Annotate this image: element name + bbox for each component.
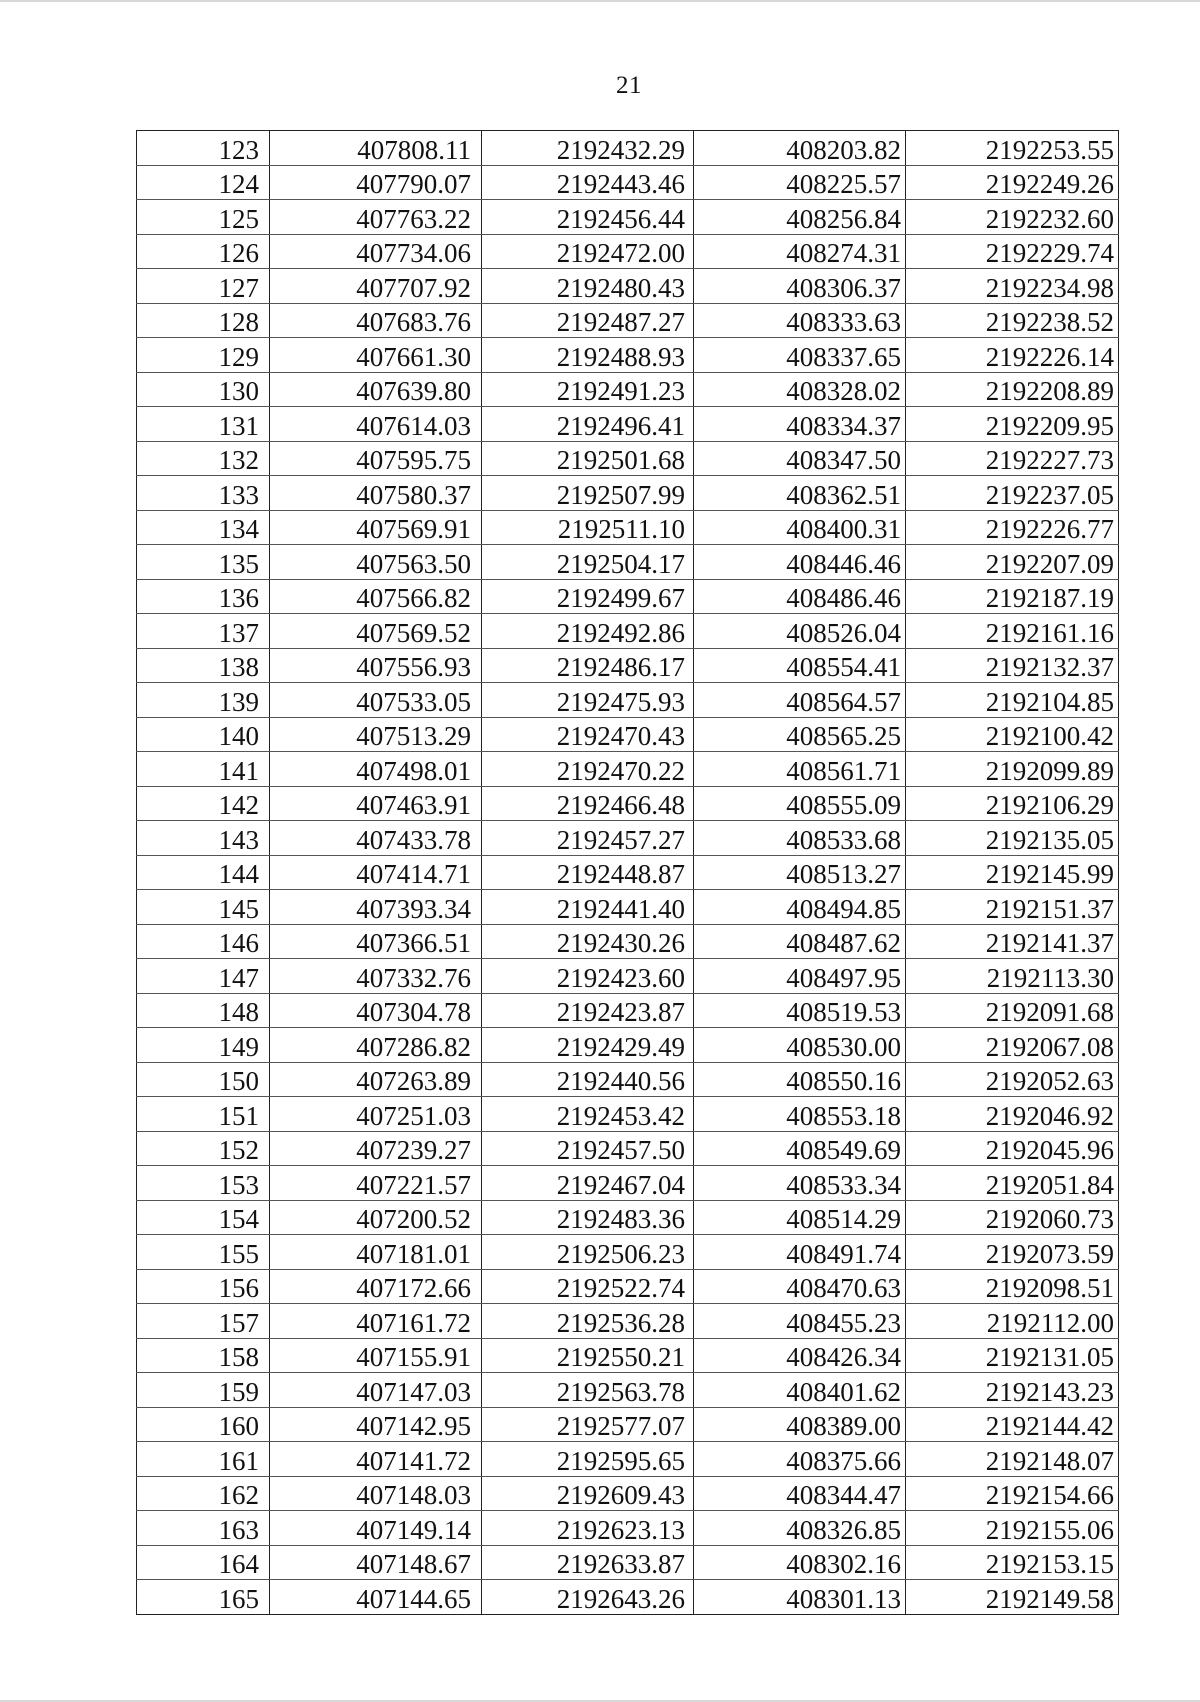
point-number-cell: 130 xyxy=(137,372,270,407)
x2-coordinate-cell: 408491.74 xyxy=(694,1235,906,1270)
x1-coordinate-cell: 407147.03 xyxy=(270,1373,482,1408)
point-number-cell: 154 xyxy=(137,1200,270,1235)
y2-coordinate-cell: 2192106.29 xyxy=(906,786,1119,821)
y1-coordinate-cell: 2192623.13 xyxy=(482,1511,694,1546)
y2-coordinate-cell: 2192187.19 xyxy=(906,579,1119,614)
y1-coordinate-cell: 2192577.07 xyxy=(482,1407,694,1442)
x2-coordinate-cell: 408375.66 xyxy=(694,1442,906,1477)
point-number-cell: 162 xyxy=(137,1476,270,1511)
y2-coordinate-cell: 2192154.66 xyxy=(906,1476,1119,1511)
x2-coordinate-cell: 408554.41 xyxy=(694,648,906,683)
x1-coordinate-cell: 407239.27 xyxy=(270,1131,482,1166)
y1-coordinate-cell: 2192466.48 xyxy=(482,786,694,821)
x2-coordinate-cell: 408519.53 xyxy=(694,993,906,1028)
x1-coordinate-cell: 407569.52 xyxy=(270,614,482,649)
y2-coordinate-cell: 2192234.98 xyxy=(906,269,1119,304)
y1-coordinate-cell: 2192457.50 xyxy=(482,1131,694,1166)
y1-coordinate-cell: 2192472.00 xyxy=(482,234,694,269)
y2-coordinate-cell: 2192060.73 xyxy=(906,1200,1119,1235)
y2-coordinate-cell: 2192238.52 xyxy=(906,303,1119,338)
x2-coordinate-cell: 408389.00 xyxy=(694,1407,906,1442)
y2-coordinate-cell: 2192045.96 xyxy=(906,1131,1119,1166)
x1-coordinate-cell: 407304.78 xyxy=(270,993,482,1028)
point-number-cell: 146 xyxy=(137,924,270,959)
x2-coordinate-cell: 408497.95 xyxy=(694,959,906,994)
y2-coordinate-cell: 2192112.00 xyxy=(906,1304,1119,1339)
y2-coordinate-cell: 2192067.08 xyxy=(906,1028,1119,1063)
x1-coordinate-cell: 407144.65 xyxy=(270,1580,482,1615)
point-number-cell: 164 xyxy=(137,1545,270,1580)
y2-coordinate-cell: 2192144.42 xyxy=(906,1407,1119,1442)
point-number-cell: 143 xyxy=(137,821,270,856)
x1-coordinate-cell: 407595.75 xyxy=(270,441,482,476)
point-number-cell: 140 xyxy=(137,717,270,752)
y1-coordinate-cell: 2192491.23 xyxy=(482,372,694,407)
y2-coordinate-cell: 2192229.74 xyxy=(906,234,1119,269)
x2-coordinate-cell: 408401.62 xyxy=(694,1373,906,1408)
table-row xyxy=(137,372,1119,407)
x1-coordinate-cell: 407263.89 xyxy=(270,1062,482,1097)
table-row xyxy=(137,614,1119,649)
point-number-cell: 153 xyxy=(137,1166,270,1201)
point-number-cell: 135 xyxy=(137,545,270,580)
y2-coordinate-cell: 2192161.16 xyxy=(906,614,1119,649)
y1-coordinate-cell: 2192486.17 xyxy=(482,648,694,683)
y1-coordinate-cell: 2192467.04 xyxy=(482,1166,694,1201)
point-number-cell: 128 xyxy=(137,303,270,338)
x1-coordinate-cell: 407569.91 xyxy=(270,510,482,545)
point-number-cell: 163 xyxy=(137,1511,270,1546)
x2-coordinate-cell: 408549.69 xyxy=(694,1131,906,1166)
table-row xyxy=(137,821,1119,856)
table-row xyxy=(137,303,1119,338)
y1-coordinate-cell: 2192470.22 xyxy=(482,752,694,787)
table-row xyxy=(137,1545,1119,1580)
x2-coordinate-cell: 408333.63 xyxy=(694,303,906,338)
point-number-cell: 157 xyxy=(137,1304,270,1339)
table-row xyxy=(137,1166,1119,1201)
table-row xyxy=(137,1269,1119,1304)
point-number-cell: 141 xyxy=(137,752,270,787)
table-row xyxy=(137,1580,1119,1615)
y1-coordinate-cell: 2192507.99 xyxy=(482,476,694,511)
x1-coordinate-cell: 407513.29 xyxy=(270,717,482,752)
y2-coordinate-cell: 2192227.73 xyxy=(906,441,1119,476)
y1-coordinate-cell: 2192506.23 xyxy=(482,1235,694,1270)
y1-coordinate-cell: 2192504.17 xyxy=(482,545,694,580)
y1-coordinate-cell: 2192496.41 xyxy=(482,407,694,442)
y1-coordinate-cell: 2192475.93 xyxy=(482,683,694,718)
table-row xyxy=(137,545,1119,580)
y2-coordinate-cell: 2192073.59 xyxy=(906,1235,1119,1270)
x1-coordinate-cell: 407366.51 xyxy=(270,924,482,959)
table-row xyxy=(137,993,1119,1028)
x2-coordinate-cell: 408565.25 xyxy=(694,717,906,752)
x2-coordinate-cell: 408362.51 xyxy=(694,476,906,511)
x1-coordinate-cell: 407414.71 xyxy=(270,855,482,890)
x1-coordinate-cell: 407463.91 xyxy=(270,786,482,821)
x1-coordinate-cell: 407148.03 xyxy=(270,1476,482,1511)
point-number-cell: 139 xyxy=(137,683,270,718)
y1-coordinate-cell: 2192443.46 xyxy=(482,165,694,200)
point-number-cell: 150 xyxy=(137,1062,270,1097)
x2-coordinate-cell: 408225.57 xyxy=(694,165,906,200)
x2-coordinate-cell: 408274.31 xyxy=(694,234,906,269)
point-number-cell: 151 xyxy=(137,1097,270,1132)
x1-coordinate-cell: 407566.82 xyxy=(270,579,482,614)
point-number-cell: 129 xyxy=(137,338,270,373)
point-number-cell: 133 xyxy=(137,476,270,511)
point-number-cell: 123 xyxy=(137,131,270,166)
point-number-cell: 148 xyxy=(137,993,270,1028)
y1-coordinate-cell: 2192536.28 xyxy=(482,1304,694,1339)
x1-coordinate-cell: 407433.78 xyxy=(270,821,482,856)
coordinate-table-body xyxy=(137,131,1119,1615)
table-row xyxy=(137,165,1119,200)
table-row xyxy=(137,510,1119,545)
table-row xyxy=(137,234,1119,269)
x1-coordinate-cell: 407142.95 xyxy=(270,1407,482,1442)
point-number-cell: 149 xyxy=(137,1028,270,1063)
y2-coordinate-cell: 2192100.42 xyxy=(906,717,1119,752)
y1-coordinate-cell: 2192429.49 xyxy=(482,1028,694,1063)
x1-coordinate-cell: 407181.01 xyxy=(270,1235,482,1270)
y1-coordinate-cell: 2192511.10 xyxy=(482,510,694,545)
point-number-cell: 144 xyxy=(137,855,270,890)
y1-coordinate-cell: 2192440.56 xyxy=(482,1062,694,1097)
x2-coordinate-cell: 408494.85 xyxy=(694,890,906,925)
x2-coordinate-cell: 408564.57 xyxy=(694,683,906,718)
x2-coordinate-cell: 408561.71 xyxy=(694,752,906,787)
y2-coordinate-cell: 2192099.89 xyxy=(906,752,1119,787)
table-row xyxy=(137,752,1119,787)
y1-coordinate-cell: 2192488.93 xyxy=(482,338,694,373)
point-number-cell: 126 xyxy=(137,234,270,269)
table-row xyxy=(137,338,1119,373)
y2-coordinate-cell: 2192135.05 xyxy=(906,821,1119,856)
y2-coordinate-cell: 2192113.30 xyxy=(906,959,1119,994)
table-row xyxy=(137,786,1119,821)
y2-coordinate-cell: 2192141.37 xyxy=(906,924,1119,959)
x2-coordinate-cell: 408553.18 xyxy=(694,1097,906,1132)
x2-coordinate-cell: 408533.68 xyxy=(694,821,906,856)
x1-coordinate-cell: 407683.76 xyxy=(270,303,482,338)
x2-coordinate-cell: 408530.00 xyxy=(694,1028,906,1063)
y2-coordinate-cell: 2192132.37 xyxy=(906,648,1119,683)
x2-coordinate-cell: 408446.46 xyxy=(694,545,906,580)
y1-coordinate-cell: 2192492.86 xyxy=(482,614,694,649)
table-row xyxy=(137,1338,1119,1373)
y2-coordinate-cell: 2192253.55 xyxy=(906,131,1119,166)
table-row xyxy=(137,890,1119,925)
y2-coordinate-cell: 2192226.77 xyxy=(906,510,1119,545)
point-number-cell: 159 xyxy=(137,1373,270,1408)
x1-coordinate-cell: 407556.93 xyxy=(270,648,482,683)
x1-coordinate-cell: 407734.06 xyxy=(270,234,482,269)
table-row xyxy=(137,683,1119,718)
x1-coordinate-cell: 407563.50 xyxy=(270,545,482,580)
x2-coordinate-cell: 408487.62 xyxy=(694,924,906,959)
x2-coordinate-cell: 408555.09 xyxy=(694,786,906,821)
table-row xyxy=(137,1097,1119,1132)
y2-coordinate-cell: 2192155.06 xyxy=(906,1511,1119,1546)
x1-coordinate-cell: 407332.76 xyxy=(270,959,482,994)
point-number-cell: 131 xyxy=(137,407,270,442)
x2-coordinate-cell: 408344.47 xyxy=(694,1476,906,1511)
table-row xyxy=(137,648,1119,683)
table-row xyxy=(137,1442,1119,1477)
y2-coordinate-cell: 2192209.95 xyxy=(906,407,1119,442)
x2-coordinate-cell: 408302.16 xyxy=(694,1545,906,1580)
x1-coordinate-cell: 407172.66 xyxy=(270,1269,482,1304)
table-row xyxy=(137,1131,1119,1166)
table-row xyxy=(137,1476,1119,1511)
y1-coordinate-cell: 2192441.40 xyxy=(482,890,694,925)
y1-coordinate-cell: 2192609.43 xyxy=(482,1476,694,1511)
x1-coordinate-cell: 407763.22 xyxy=(270,200,482,235)
point-number-cell: 134 xyxy=(137,510,270,545)
x1-coordinate-cell: 407707.92 xyxy=(270,269,482,304)
point-number-cell: 160 xyxy=(137,1407,270,1442)
point-number-cell: 161 xyxy=(137,1442,270,1477)
table-row xyxy=(137,1373,1119,1408)
x1-coordinate-cell: 407155.91 xyxy=(270,1338,482,1373)
point-number-cell: 132 xyxy=(137,441,270,476)
point-number-cell: 145 xyxy=(137,890,270,925)
x2-coordinate-cell: 408533.34 xyxy=(694,1166,906,1201)
x1-coordinate-cell: 407286.82 xyxy=(270,1028,482,1063)
y2-coordinate-cell: 2192131.05 xyxy=(906,1338,1119,1373)
y2-coordinate-cell: 2192207.09 xyxy=(906,545,1119,580)
table-row xyxy=(137,407,1119,442)
y1-coordinate-cell: 2192595.65 xyxy=(482,1442,694,1477)
y1-coordinate-cell: 2192550.21 xyxy=(482,1338,694,1373)
table-row xyxy=(137,1235,1119,1270)
table-row xyxy=(137,579,1119,614)
y1-coordinate-cell: 2192563.78 xyxy=(482,1373,694,1408)
x2-coordinate-cell: 408337.65 xyxy=(694,338,906,373)
y1-coordinate-cell: 2192423.60 xyxy=(482,959,694,994)
x1-coordinate-cell: 407161.72 xyxy=(270,1304,482,1339)
x2-coordinate-cell: 408256.84 xyxy=(694,200,906,235)
x2-coordinate-cell: 408326.85 xyxy=(694,1511,906,1546)
y1-coordinate-cell: 2192456.44 xyxy=(482,200,694,235)
x1-coordinate-cell: 407661.30 xyxy=(270,338,482,373)
table-row xyxy=(137,1511,1119,1546)
y2-coordinate-cell: 2192153.15 xyxy=(906,1545,1119,1580)
x2-coordinate-cell: 408334.37 xyxy=(694,407,906,442)
y1-coordinate-cell: 2192483.36 xyxy=(482,1200,694,1235)
y2-coordinate-cell: 2192148.07 xyxy=(906,1442,1119,1477)
table-row xyxy=(137,855,1119,890)
table-row xyxy=(137,1200,1119,1235)
point-number-cell: 136 xyxy=(137,579,270,614)
point-number-cell: 138 xyxy=(137,648,270,683)
x1-coordinate-cell: 407498.01 xyxy=(270,752,482,787)
table-row xyxy=(137,717,1119,752)
y2-coordinate-cell: 2192091.68 xyxy=(906,993,1119,1028)
x1-coordinate-cell: 407614.03 xyxy=(270,407,482,442)
point-number-cell: 127 xyxy=(137,269,270,304)
y2-coordinate-cell: 2192098.51 xyxy=(906,1269,1119,1304)
point-number-cell: 156 xyxy=(137,1269,270,1304)
x1-coordinate-cell: 407148.67 xyxy=(270,1545,482,1580)
table-row xyxy=(137,269,1119,304)
point-number-cell: 158 xyxy=(137,1338,270,1373)
y1-coordinate-cell: 2192633.87 xyxy=(482,1545,694,1580)
coordinate-table xyxy=(136,130,1119,1615)
y1-coordinate-cell: 2192448.87 xyxy=(482,855,694,890)
x2-coordinate-cell: 408400.31 xyxy=(694,510,906,545)
y1-coordinate-cell: 2192487.27 xyxy=(482,303,694,338)
table-row xyxy=(137,476,1119,511)
y2-coordinate-cell: 2192051.84 xyxy=(906,1166,1119,1201)
y1-coordinate-cell: 2192453.42 xyxy=(482,1097,694,1132)
point-number-cell: 125 xyxy=(137,200,270,235)
table-row xyxy=(137,924,1119,959)
y2-coordinate-cell: 2192232.60 xyxy=(906,200,1119,235)
y1-coordinate-cell: 2192430.26 xyxy=(482,924,694,959)
y1-coordinate-cell: 2192423.87 xyxy=(482,993,694,1028)
y2-coordinate-cell: 2192249.26 xyxy=(906,165,1119,200)
x1-coordinate-cell: 407141.72 xyxy=(270,1442,482,1477)
x2-coordinate-cell: 408306.37 xyxy=(694,269,906,304)
y2-coordinate-cell: 2192149.58 xyxy=(906,1580,1119,1615)
y1-coordinate-cell: 2192480.43 xyxy=(482,269,694,304)
x2-coordinate-cell: 408470.63 xyxy=(694,1269,906,1304)
table-row xyxy=(137,1407,1119,1442)
x2-coordinate-cell: 408328.02 xyxy=(694,372,906,407)
x2-coordinate-cell: 408301.13 xyxy=(694,1580,906,1615)
table-row xyxy=(137,1304,1119,1339)
table-row xyxy=(137,1062,1119,1097)
x1-coordinate-cell: 407393.34 xyxy=(270,890,482,925)
x2-coordinate-cell: 408426.34 xyxy=(694,1338,906,1373)
y1-coordinate-cell: 2192501.68 xyxy=(482,441,694,476)
x1-coordinate-cell: 407790.07 xyxy=(270,165,482,200)
x2-coordinate-cell: 408514.29 xyxy=(694,1200,906,1235)
point-number-cell: 165 xyxy=(137,1580,270,1615)
x2-coordinate-cell: 408203.82 xyxy=(694,131,906,166)
point-number-cell: 137 xyxy=(137,614,270,649)
x1-coordinate-cell: 407200.52 xyxy=(270,1200,482,1235)
point-number-cell: 124 xyxy=(137,165,270,200)
page-number: 21 xyxy=(616,72,642,99)
point-number-cell: 152 xyxy=(137,1131,270,1166)
x1-coordinate-cell: 407221.57 xyxy=(270,1166,482,1201)
x1-coordinate-cell: 407533.05 xyxy=(270,683,482,718)
x1-coordinate-cell: 407808.11 xyxy=(270,131,482,166)
y2-coordinate-cell: 2192237.05 xyxy=(906,476,1119,511)
x2-coordinate-cell: 408526.04 xyxy=(694,614,906,649)
x2-coordinate-cell: 408455.23 xyxy=(694,1304,906,1339)
point-number-cell: 147 xyxy=(137,959,270,994)
y1-coordinate-cell: 2192470.43 xyxy=(482,717,694,752)
x2-coordinate-cell: 408347.50 xyxy=(694,441,906,476)
x2-coordinate-cell: 408550.16 xyxy=(694,1062,906,1097)
y2-coordinate-cell: 2192046.92 xyxy=(906,1097,1119,1132)
x2-coordinate-cell: 408513.27 xyxy=(694,855,906,890)
table-row xyxy=(137,441,1119,476)
y1-coordinate-cell: 2192432.29 xyxy=(482,131,694,166)
y2-coordinate-cell: 2192052.63 xyxy=(906,1062,1119,1097)
y2-coordinate-cell: 2192104.85 xyxy=(906,683,1119,718)
y1-coordinate-cell: 2192457.27 xyxy=(482,821,694,856)
scan-edge-top xyxy=(0,0,1200,2)
x1-coordinate-cell: 407149.14 xyxy=(270,1511,482,1546)
y1-coordinate-cell: 2192643.26 xyxy=(482,1580,694,1615)
x1-coordinate-cell: 407251.03 xyxy=(270,1097,482,1132)
table-row xyxy=(137,959,1119,994)
y1-coordinate-cell: 2192522.74 xyxy=(482,1269,694,1304)
table-row xyxy=(137,1028,1119,1063)
point-number-cell: 142 xyxy=(137,786,270,821)
x1-coordinate-cell: 407580.37 xyxy=(270,476,482,511)
table-row xyxy=(137,200,1119,235)
x2-coordinate-cell: 408486.46 xyxy=(694,579,906,614)
y1-coordinate-cell: 2192499.67 xyxy=(482,579,694,614)
x1-coordinate-cell: 407639.80 xyxy=(270,372,482,407)
y2-coordinate-cell: 2192226.14 xyxy=(906,338,1119,373)
y2-coordinate-cell: 2192208.89 xyxy=(906,372,1119,407)
point-number-cell: 155 xyxy=(137,1235,270,1270)
y2-coordinate-cell: 2192151.37 xyxy=(906,890,1119,925)
table-row xyxy=(137,131,1119,166)
y2-coordinate-cell: 2192145.99 xyxy=(906,855,1119,890)
y2-coordinate-cell: 2192143.23 xyxy=(906,1373,1119,1408)
